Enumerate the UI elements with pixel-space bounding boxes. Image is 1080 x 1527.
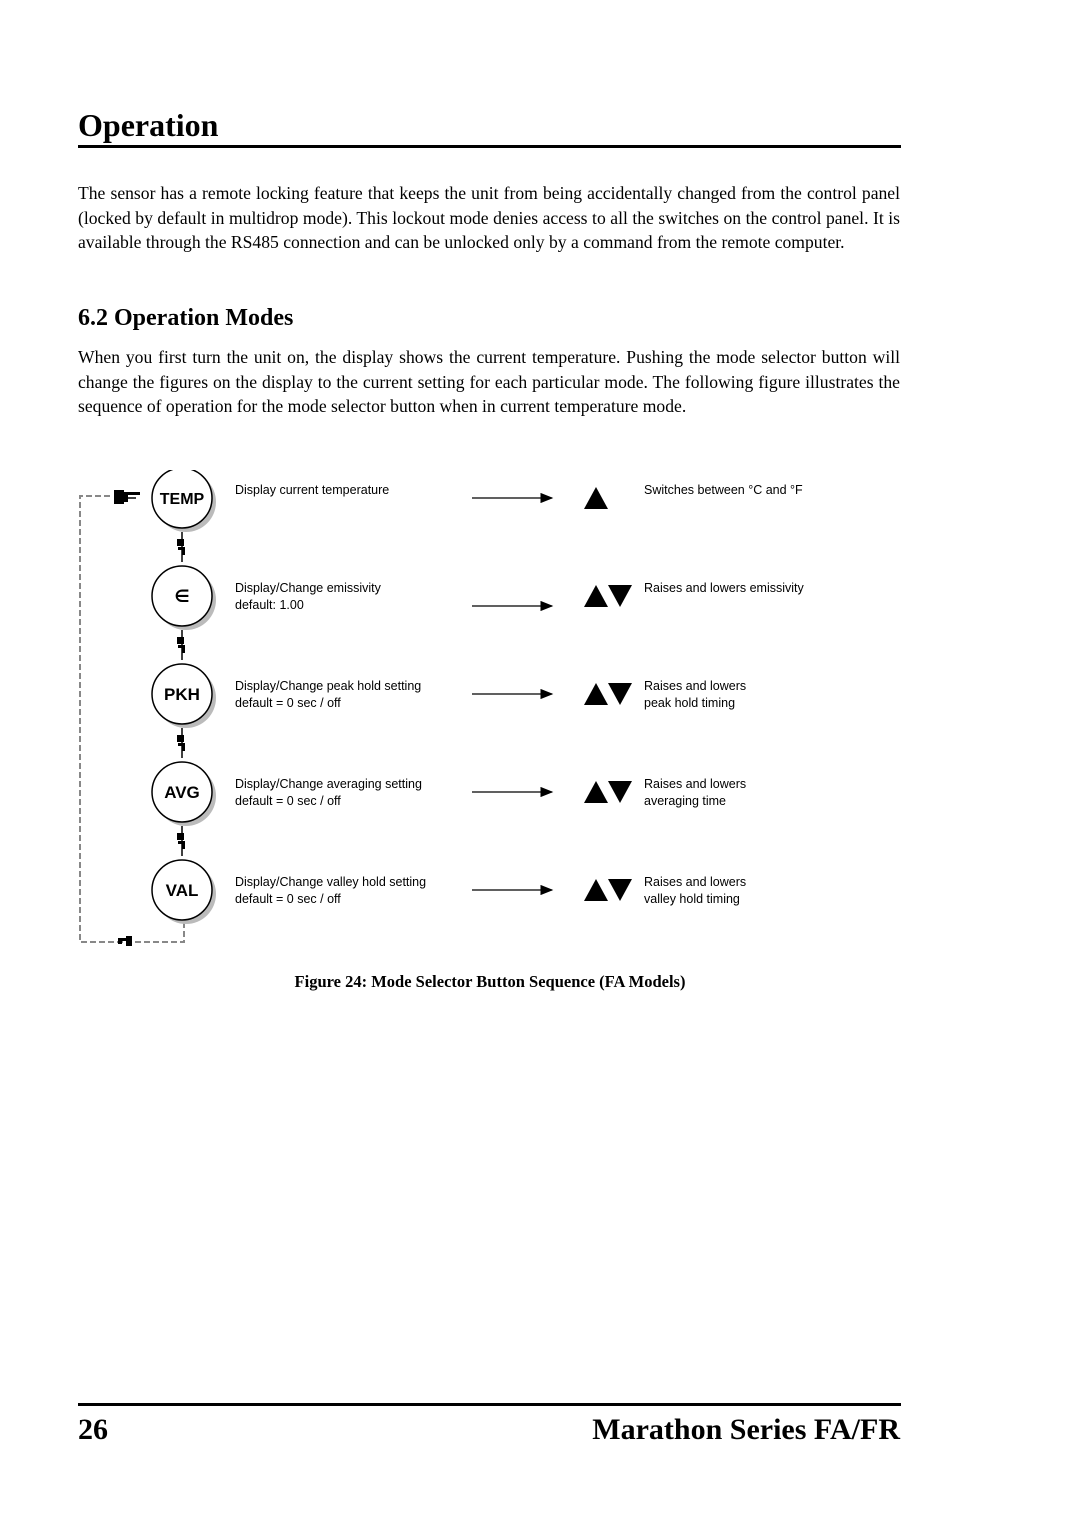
intro-paragraph: The sensor has a remote locking feature that keeps the unit from being accidentally changed from the control panel (locked by default in multidrop mode). This lockout mode denies access to all the switches on the control panel. It is available through the RS485 connection and can be unlocked only by a command from the remote computer. [78, 183, 900, 253]
mode-effect-text-2: averaging time [644, 794, 726, 808]
pointing-down-hand-icon [177, 637, 185, 653]
document-title: Marathon Series FA/FR [592, 1413, 900, 1446]
mode-button-label: AVG [164, 783, 200, 802]
mode-row [152, 470, 803, 562]
mode-button-label: TEMP [159, 491, 205, 508]
up-triangle-icon [584, 683, 608, 705]
down-triangle-icon [608, 781, 632, 803]
up-triangle-icon [584, 879, 608, 901]
mode-row [152, 762, 746, 856]
mode-sequence-diagram [70, 470, 830, 950]
mode-effect-text: Raises and lowers [644, 777, 747, 791]
mode-row [152, 566, 805, 660]
pointing-down-hand-icon [177, 539, 185, 555]
mode-row [152, 860, 746, 924]
mode-default-value: default: 1.00 [235, 598, 304, 612]
mode-effect-text: Raises and lowers [644, 875, 747, 889]
mode-description: Display current temperature [235, 483, 390, 497]
mode-description: Display/Change valley hold setting [235, 875, 427, 889]
mode-effect-text: Switches between °C and °F [644, 483, 803, 497]
pointing-down-hand-icon [177, 735, 185, 751]
mode-button-label: PKH [164, 685, 200, 704]
mode-default-value: default = 0 sec / off [235, 794, 341, 808]
mode-description: Display/Change averaging setting [235, 777, 422, 791]
mode-row [152, 664, 746, 758]
pointing-down-hand-icon [177, 833, 185, 849]
mode-effect-text-2: valley hold timing [644, 892, 740, 906]
page-section-title: Operation [78, 107, 219, 143]
figure-caption: Figure 24: Mode Selector Button Sequence (FA Models) [294, 972, 686, 991]
up-triangle-icon [584, 487, 608, 509]
up-triangle-icon [584, 781, 608, 803]
mode-effect-text: Raises and lowers [644, 679, 747, 693]
mode-button-label: ∈ [174, 587, 190, 606]
pointing-hand-icon-bottom [118, 936, 132, 946]
mode-sequence-figure [70, 470, 830, 950]
mode-button-label: VAL [165, 881, 199, 900]
operation-modes-paragraph: When you first turn the unit on, the display shows the current temperature. Pushing the mode selector button will change the figures on the display to the current setting for each particular mode. The following figure illustrates the sequence of operation for the mode selector button when in current temperature mode. [78, 347, 900, 417]
down-triangle-icon [608, 585, 632, 607]
mode-default-value: default = 0 sec / off [235, 892, 341, 906]
up-triangle-icon [584, 585, 608, 607]
title-rule [78, 145, 901, 148]
mode-effect-text: Raises and lowers emissivity [644, 581, 804, 595]
down-triangle-icon [608, 683, 632, 705]
page-number: 26 [78, 1413, 108, 1446]
mode-description: Display/Change emissivity [235, 581, 381, 595]
mode-effect-text-2: peak hold timing [644, 696, 736, 710]
subsection-title: 6.2 Operation Modes [78, 305, 294, 331]
mode-default-value: default = 0 sec / off [235, 696, 341, 710]
pointing-hand-icon [114, 490, 140, 504]
footer-rule [78, 1403, 901, 1406]
down-triangle-icon [608, 879, 632, 901]
mode-description: Display/Change peak hold setting [235, 679, 422, 693]
